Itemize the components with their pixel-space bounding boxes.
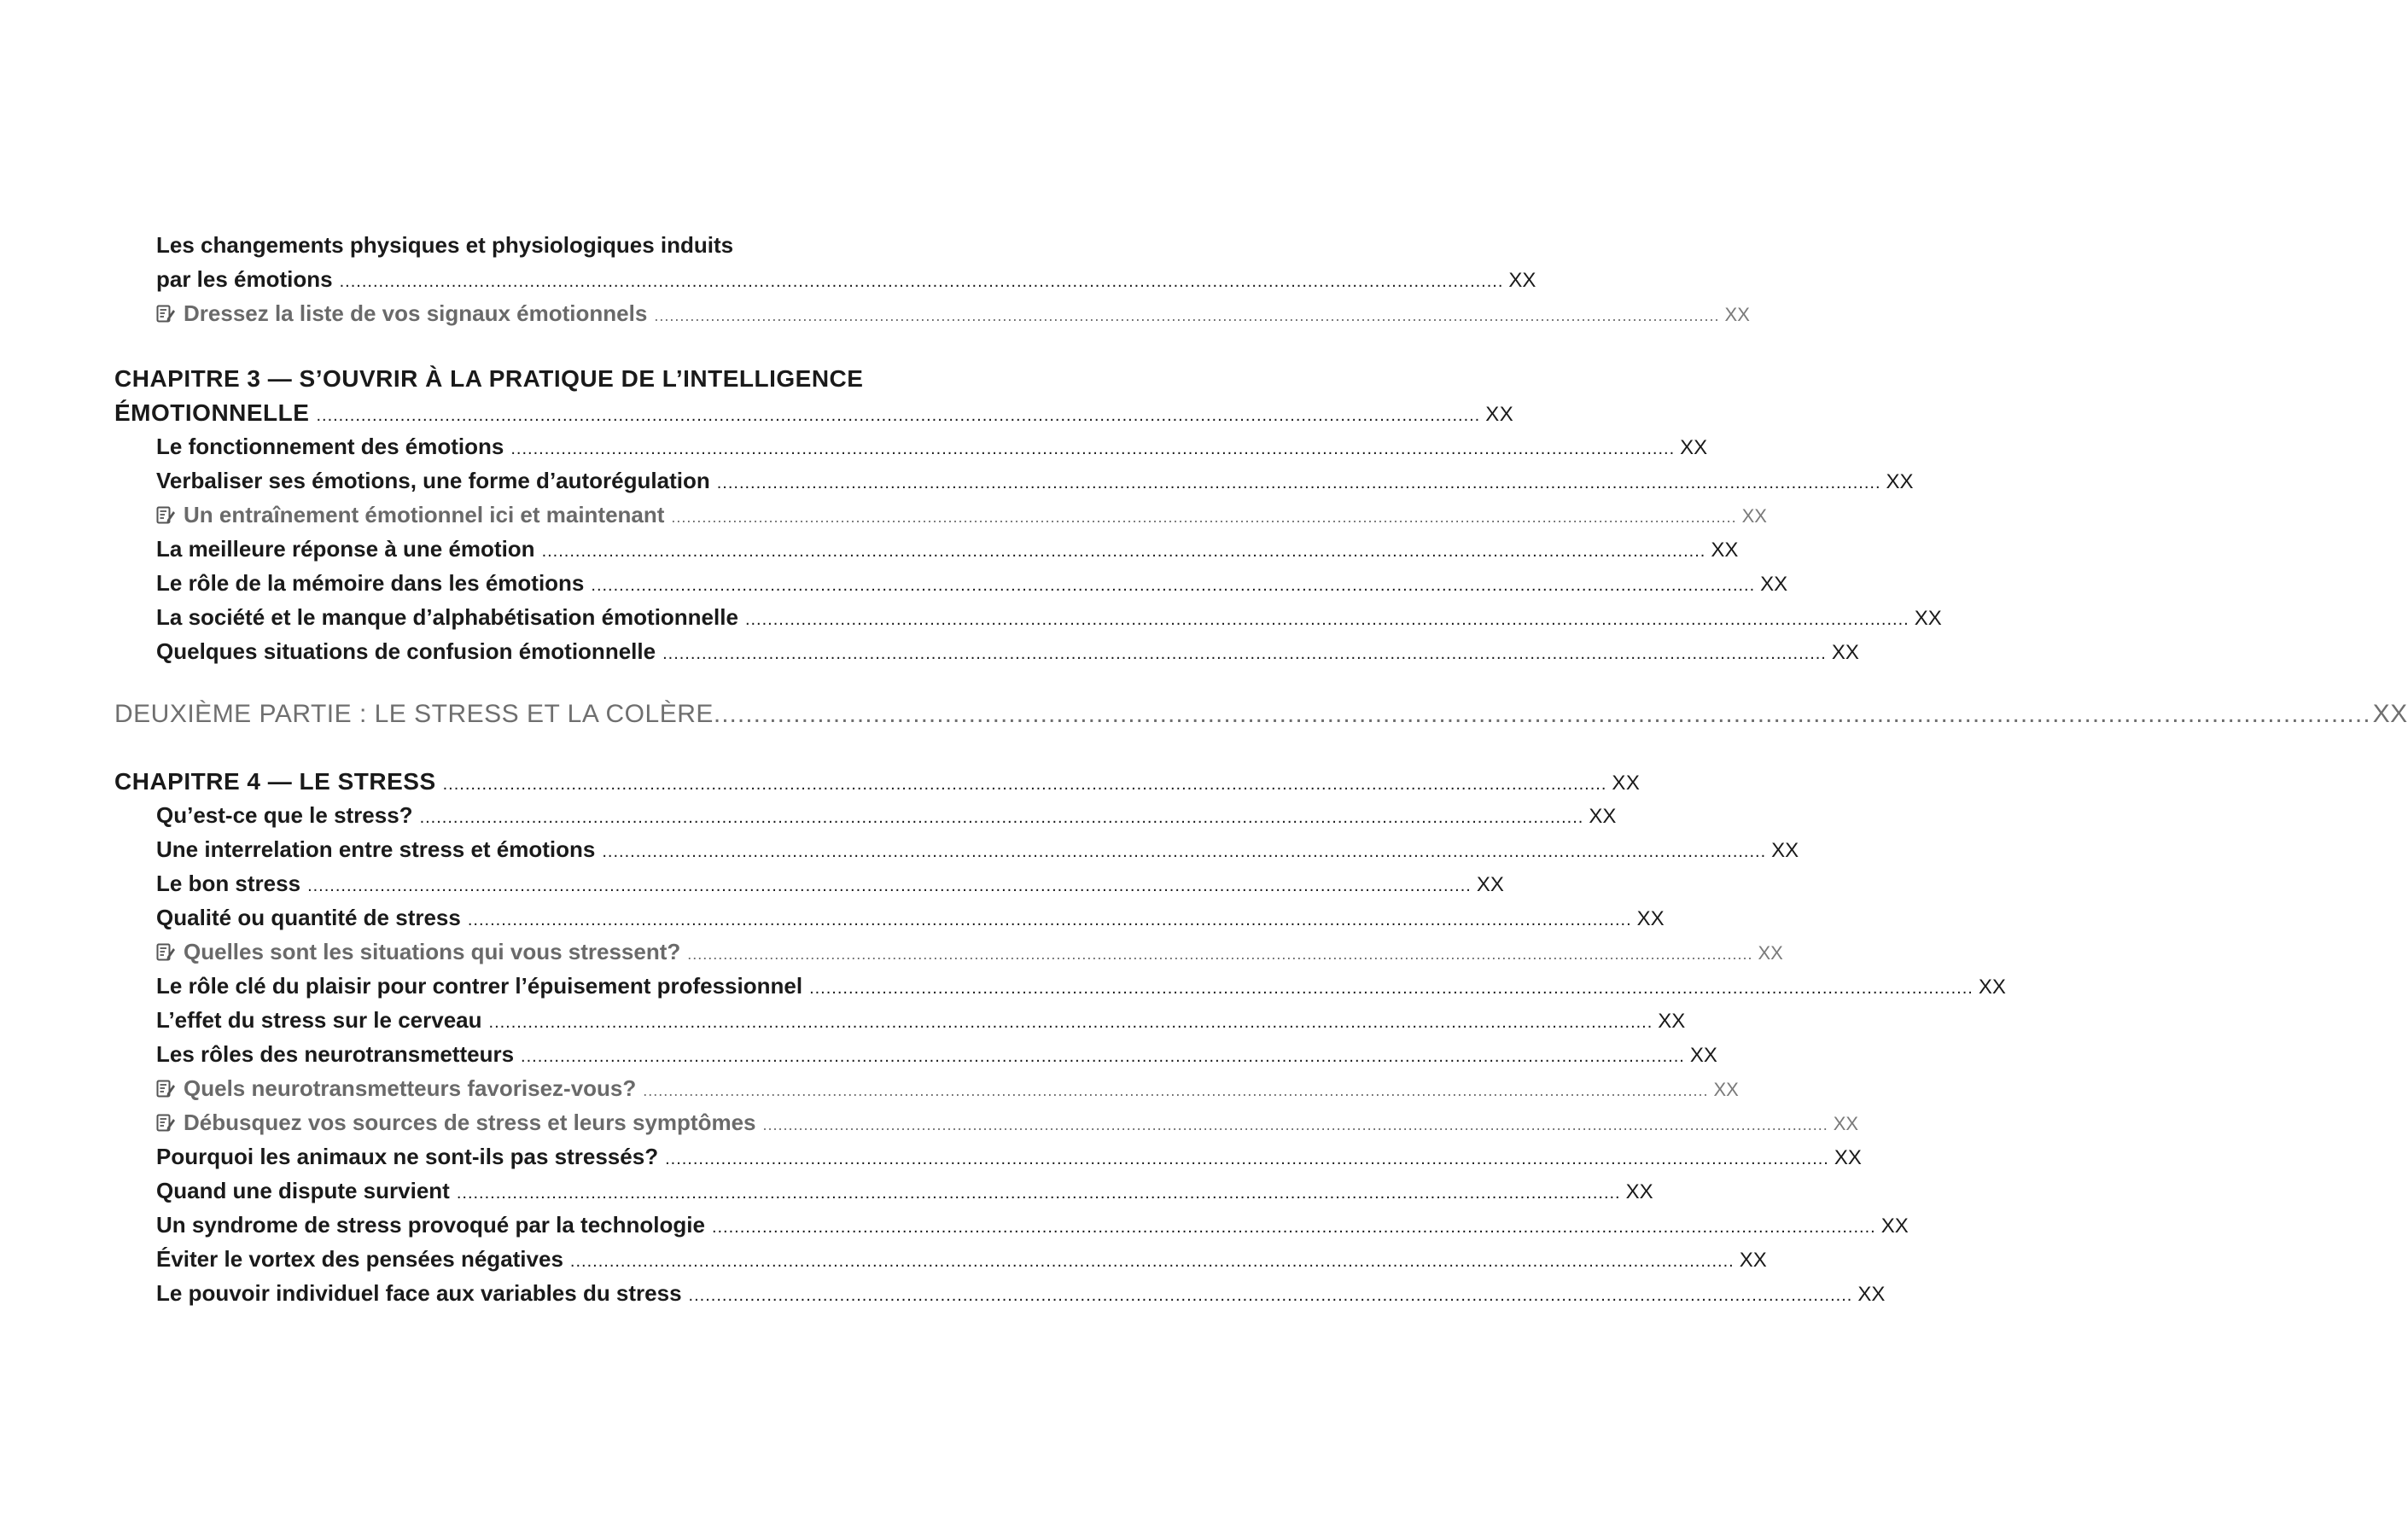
page-number: XX bbox=[1833, 1113, 1859, 1134]
toc-section-entry[interactable] bbox=[156, 973, 2006, 999]
toc-section-entry[interactable] bbox=[156, 570, 1788, 597]
dot-leader: ................................................................................................................................................................................................................ bbox=[643, 1082, 1709, 1099]
toc-section-entry[interactable] bbox=[156, 1246, 1767, 1273]
dot-leader: ................................................................................................................................................................................................................ bbox=[688, 1286, 1853, 1305]
page-number: XX bbox=[1831, 641, 1859, 664]
page-number: XX bbox=[1771, 839, 1799, 862]
page-number: XX bbox=[1713, 1079, 1739, 1100]
toc-entry-title: Quelles sont les situations qui vous stressent? bbox=[184, 939, 681, 964]
dot-leader: ................................................................................................................................................................................................................ bbox=[809, 979, 1974, 998]
notepad-pencil-icon bbox=[156, 504, 175, 525]
toc-entry-title: Qualité ou quantité de stress bbox=[156, 905, 461, 930]
page-number: XX bbox=[2372, 700, 2408, 728]
page-number: XX bbox=[1760, 573, 1788, 596]
dot-leader: ................................................................................................................................................................................................................ bbox=[541, 542, 1706, 561]
page-number: XX bbox=[1680, 436, 1708, 459]
dot-leader: ................................................................................................................................................................................................................ bbox=[671, 509, 1737, 526]
toc-entry-title: Le fonctionnement des émotions bbox=[156, 434, 504, 459]
toc-entry-title: Qu’est-ce que le stress? bbox=[156, 802, 413, 828]
toc-entry-title: DEUXIÈME PARTIE : LE STRESS ET LA COLÈRE bbox=[114, 700, 714, 728]
dot-leader: ................................................................................................................................................................................................................ bbox=[654, 307, 1720, 324]
toc-section-entry[interactable] bbox=[156, 638, 1859, 665]
dot-leader: ................................................................................................................................................................................................................ bbox=[307, 877, 1472, 895]
page-number: XX bbox=[1914, 607, 1942, 630]
dot-leader: ................................................................................................................................................................................................................ bbox=[569, 1252, 1735, 1271]
notepad-pencil-icon bbox=[156, 1112, 175, 1133]
dot-leader: ................................................................................................................................................................................................................ bbox=[665, 1150, 1829, 1168]
toc-entry-title: Dressez la liste de vos signaux émotionnels bbox=[184, 300, 648, 326]
toc-section-entry[interactable] bbox=[156, 1144, 1862, 1170]
page-number: XX bbox=[1739, 1249, 1767, 1272]
toc-section-entry[interactable] bbox=[156, 1178, 1653, 1204]
toc-section-title-line: Les changements physiques et physiologiques induits bbox=[156, 232, 734, 258]
toc-entry-title: La meilleure réponse à une émotion bbox=[156, 536, 535, 562]
page-number: XX bbox=[1625, 1180, 1653, 1203]
toc-entry-title: Quels neurotransmetteurs favorisez-vous? bbox=[184, 1075, 637, 1101]
toc-entry-title: Un entraînement émotionnel ici et maintenant bbox=[184, 502, 665, 527]
toc-entry-title: Débusquez vos sources de stress et leurs symptômes bbox=[184, 1110, 756, 1135]
toc-entry-title: Le pouvoir individuel face aux variables du stress bbox=[156, 1280, 682, 1306]
page-number: XX bbox=[1711, 539, 1739, 562]
page-number: XX bbox=[1724, 304, 1750, 325]
toc-section-entry[interactable] bbox=[156, 468, 1914, 494]
dot-leader: ................................................................................................................................................................................................................ bbox=[744, 610, 1909, 629]
page-number: XX bbox=[1485, 403, 1514, 426]
toc-section-entry[interactable] bbox=[156, 905, 1665, 931]
toc-exercise-entry[interactable] bbox=[156, 502, 1767, 528]
toc-entry-title: Le bon stress bbox=[156, 871, 301, 896]
dot-leader: ................................................................................................................................................................................................................ bbox=[456, 1184, 1621, 1203]
toc-section-entry[interactable] bbox=[156, 434, 1708, 460]
toc-entry-title: Une interrelation entre stress et émotions bbox=[156, 836, 596, 862]
notepad-pencil-icon bbox=[156, 941, 175, 962]
toc-section-entry[interactable] bbox=[156, 836, 1799, 863]
toc-section-entry[interactable] bbox=[156, 266, 1536, 293]
toc-section-entry[interactable] bbox=[156, 536, 1739, 562]
toc-entry-title: Pourquoi les animaux ne sont-ils pas stressés? bbox=[156, 1144, 659, 1169]
toc-chapter-title-line: CHAPITRE 3 — S’OUVRIR À LA PRATIQUE DE L’INTELLIGENCE bbox=[114, 365, 864, 392]
dot-leader: ................................................................................................................................................................................................................ bbox=[339, 272, 1504, 291]
page-number: XX bbox=[1658, 1010, 1686, 1033]
toc-chapter-entry[interactable] bbox=[114, 399, 1514, 427]
dot-leader: ................................................................................................................................................................................................................ bbox=[442, 775, 1607, 794]
page-number: XX bbox=[1689, 1044, 1717, 1067]
dot-leader: ................................................................................................................................................................................................................ bbox=[521, 1047, 1685, 1066]
toc-section-entry[interactable] bbox=[156, 1212, 1909, 1238]
toc-entry-title: CHAPITRE 4 — LE STRESS bbox=[114, 768, 436, 795]
dot-leader: ................................................................................................................................................................................................................ bbox=[713, 700, 2371, 728]
toc-entry-title: La société et le manque d’alphabétisation émotionnelle bbox=[156, 604, 738, 630]
page-number: XX bbox=[1508, 269, 1536, 292]
page-number: XX bbox=[1636, 907, 1665, 930]
notepad-pencil-icon bbox=[156, 1078, 175, 1098]
toc-exercise-entry[interactable] bbox=[156, 1075, 1739, 1102]
dot-leader: ................................................................................................................................................................................................................ bbox=[716, 474, 1881, 492]
page-number: XX bbox=[1589, 805, 1617, 828]
toc-exercise-entry[interactable] bbox=[156, 939, 1783, 965]
dot-leader: ................................................................................................................................................................................................................ bbox=[762, 1116, 1828, 1133]
toc-section-entry[interactable] bbox=[156, 871, 1504, 897]
page-number: XX bbox=[1978, 976, 2006, 999]
toc-entry-title: Les rôles des neurotransmetteurs bbox=[156, 1041, 515, 1067]
toc-entry-title: par les émotions bbox=[156, 266, 333, 292]
toc-section-entry[interactable] bbox=[156, 1041, 1717, 1068]
notepad-pencil-icon bbox=[156, 303, 175, 323]
toc-section-entry[interactable] bbox=[156, 1007, 1686, 1034]
toc-entry-title: Quand une dispute survient bbox=[156, 1178, 450, 1203]
dot-leader: ................................................................................................................................................................................................................ bbox=[419, 808, 1584, 827]
dot-leader: ................................................................................................................................................................................................................ bbox=[510, 440, 1676, 458]
dot-leader: ................................................................................................................................................................................................................ bbox=[711, 1218, 1876, 1237]
dot-leader: ................................................................................................................................................................................................................ bbox=[467, 911, 1632, 929]
dot-leader: ................................................................................................................................................................................................................ bbox=[591, 576, 1756, 595]
page-number: XX bbox=[1476, 873, 1504, 896]
toc-exercise-entry[interactable] bbox=[156, 1110, 1859, 1136]
toc-entry-title: Quelques situations de confusion émotionnelle bbox=[156, 638, 656, 664]
toc-section-entry[interactable] bbox=[156, 802, 1617, 829]
toc-section-entry[interactable] bbox=[156, 604, 1942, 631]
toc-chapter-entry[interactable] bbox=[114, 768, 1641, 795]
dot-leader: ................................................................................................................................................................................................................ bbox=[602, 842, 1767, 861]
dot-leader: ................................................................................................................................................................................................................ bbox=[687, 946, 1753, 963]
page-number: XX bbox=[1741, 505, 1767, 527]
toc-entry-title: Le rôle de la mémoire dans les émotions bbox=[156, 570, 585, 596]
page-number: XX bbox=[1758, 942, 1783, 964]
toc-entry-title: L’effet du stress sur le cerveau bbox=[156, 1007, 482, 1033]
toc-exercise-entry[interactable] bbox=[156, 300, 1750, 327]
toc-entry-title: Un syndrome de stress provoqué par la technologie bbox=[156, 1212, 705, 1238]
dot-leader: ................................................................................................................................................................................................................ bbox=[316, 406, 1481, 425]
dot-leader: ................................................................................................................................................................................................................ bbox=[488, 1013, 1653, 1032]
toc-entry-title: Éviter le vortex des pensées négatives bbox=[156, 1246, 563, 1272]
toc-entry-title: ÉMOTIONNELLE bbox=[114, 399, 310, 426]
dot-leader: ................................................................................................................................................................................................................ bbox=[662, 644, 1827, 663]
page-number: XX bbox=[1612, 772, 1641, 795]
toc-entry-title: Le rôle clé du plaisir pour contrer l’épuisement professionnel bbox=[156, 973, 803, 999]
page-number: XX bbox=[1857, 1283, 1886, 1306]
page-number: XX bbox=[1886, 470, 1914, 493]
toc-section-entry[interactable] bbox=[156, 1280, 1886, 1307]
page-number: XX bbox=[1880, 1215, 1909, 1238]
page-number: XX bbox=[1834, 1146, 1862, 1169]
toc-entry-title: Verbaliser ses émotions, une forme d’autorégulation bbox=[156, 468, 710, 493]
toc-part-entry[interactable] bbox=[114, 700, 2408, 729]
